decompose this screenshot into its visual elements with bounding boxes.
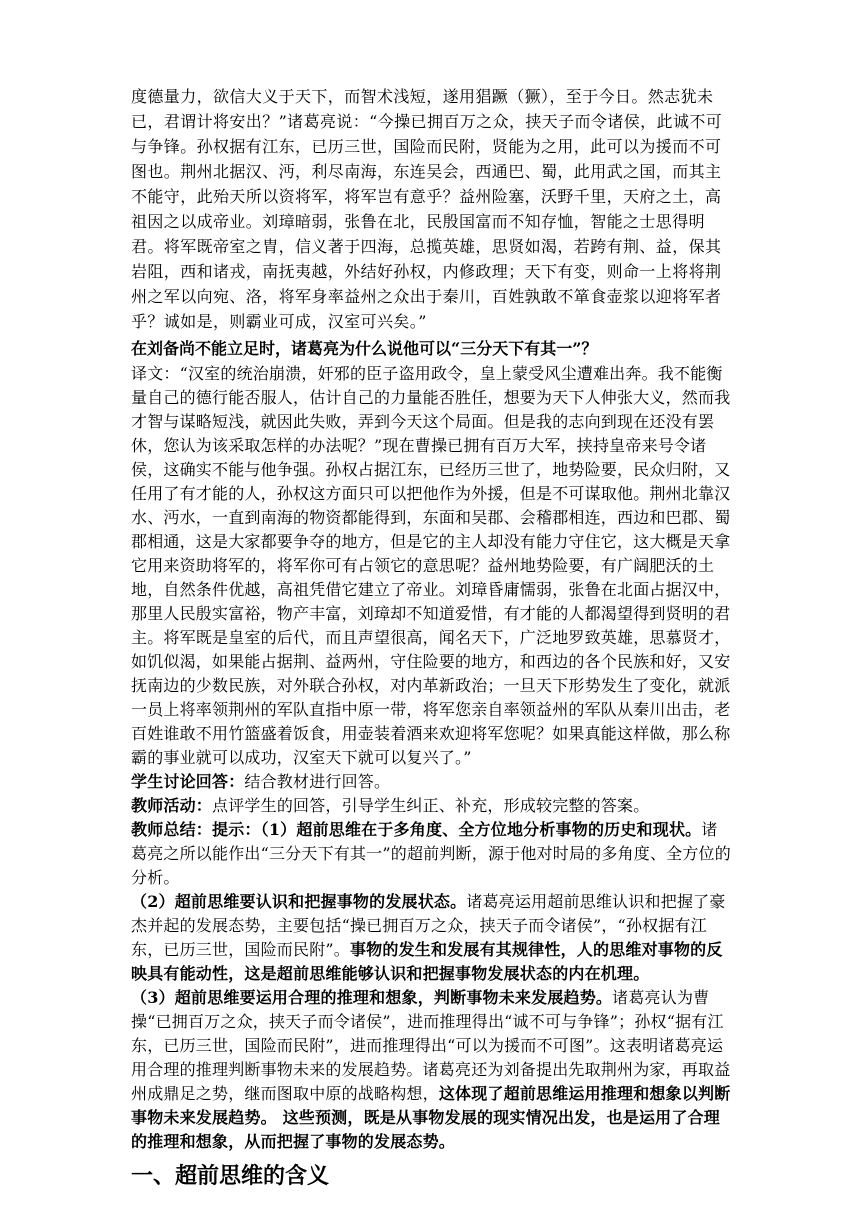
teacher-summary-point-1 <box>131 818 732 890</box>
point-3-text: 诸葛亮认为曹操“已拥百万之众，挟天子而令诸侯”，进而推理得出“诚不可与争锋”；孙权“据有江东，已历三世，国险而民附”，进而推理得出“可以为援而不可图”。这表明诸葛亮运用合理的推理判断事物未来的发展趋势。诸葛亮还为刘备提出先取荆州为家，再取益州成鼎足之势，继而图取中原的战略构想， <box>131 988 731 1103</box>
discussion-question: 在刘备尚不能立足时，诸葛亮为什么说他可以“三分天下有其一”？ <box>131 339 598 358</box>
teacher-activity-label: 教师活动： <box>131 796 213 815</box>
point-2-emphasis: 事物的发生和发展有其规律性，人的思维对事物的反映具有能动性，这是超前思维能够认识和把握事物发展状态的内在机理。 <box>131 940 723 983</box>
translation-block <box>131 362 732 770</box>
point-2-heading: （2）超前思维要认识和把握事物的发展状态。 <box>131 892 467 911</box>
point-2-text: 诸葛亮运用超前思维认识和把握了豪杰并起的发展态势，主要包括“操已拥百万之众，挟天子而令诸侯”，“孙权据有江东，已历三世，国险而民附”。 <box>131 892 726 959</box>
teacher-activity-text: 点评学生的回答，引导学生纠正、补充，形成较完整的答案。 <box>212 796 650 815</box>
point-3-emphasis: 这体现了超前思维运用推理和想象以判断事物未来发展趋势。 这些预测，既是从事物发展的现实情况出发，也是运用了合理的推理和想象，从而把握了事物的发展态势。 <box>131 1084 731 1151</box>
point-1-text: 诸葛亮之所以能作出“三分天下有其一”的超前判断，源于他对时局的多角度、全方位的分析。 <box>131 820 731 887</box>
point-1-heading: （1）超前思维在于多角度、全方位地分析事物的历史和现状。 <box>260 820 702 839</box>
teacher-summary-point-3 <box>131 986 732 1154</box>
lesson-activities <box>131 770 732 1154</box>
teacher-activity-line <box>131 794 732 818</box>
point-3-heading: （3）超前思维要运用合理的推理和想象，判断事物未来发展趋势。 <box>131 988 613 1007</box>
original-text-paragraph: 度德量力，欲信大义于天下，而智术浅短，遂用猖蹶（獗），至于今日。然志犹未已，君谓计将安出？”诸葛亮说：“今操已拥百万之众，挟天子而令诸侯，此诚不可与争锋。孙权据有江东，已历三世，国险而民附，贤能为之用，此可以为援而不可图也。荆州北据汉、沔，利尽南海，东连吴会，西通巴、蜀，此用武之国，而其主不能守，此殆天所以资将军，将军岂有意乎？益州险塞，沃野千里，天府之土，高祖因之以成帝业。刘璋暗弱，张鲁在北，民殷国富而不知存恤，智能之士思得明君。将军既帝室之胄，信义著于四海，总揽英雄，思贤如渴，若跨有荆、益，保其岩阻，西和诸戎，南抚夷越，外结好孙权，内修政理；天下有变，则命一上将将荆州之军以向宛、洛，将军身率益州之众出于秦川，百姓孰敢不箪食壶浆以迎将军者乎？诚如是，则霸业可成，汉室可兴矣。” <box>131 87 723 331</box>
summary-hint-label: 提示： <box>212 820 261 839</box>
teacher-summary-point-2 <box>131 890 732 986</box>
student-discussion-line <box>131 770 732 794</box>
teacher-summary-label: 教师总结： <box>131 820 213 839</box>
student-discussion-text: 结合教材进行回答。 <box>244 772 391 791</box>
original-text-block <box>131 84 732 334</box>
translation-paragraph: 译文：“汉室的统治崩溃，奸邪的臣子盗用政令，皇上蒙受风尘遭难出奔。我不能衡量自己的德行能否服人，估计自己的力量能否胜任，想要为天下人伸张大义，然而我才智与谋略短浅，就因此失败，弄到今天这个局面。但是我的志向到现在还没有罢休，您认为该采取怎样的办法呢？”现在曹操已拥有百万大军，挟持皇帝来号令诸侯，这确实不能与他争强。孙权占据江东，已经历三世了，地势险要，民众归附，又任用了有才能的人，孙权这方面只可以把他作为外援，但是不可谋取他。荆州北靠汉水、沔水，一直到南海的物资都能得到，东面和吴郡、会稽郡相连，西边和巴郡、蜀郡相通，这是大家都要争夺的地方，但是它的主人却没有能力守住它，这大概是天拿它用来资助将军的，将军你可有占领它的意思呢？益州地势险要，有广阔肥沃的土地，自然条件优越，高祖凭借它建立了帝业。刘璋昏庸懦弱，张鲁在北面占据汉中，那里人民殷实富裕，物产丰富，刘璋却不知道爱惜，有才能的人都渴望得到贤明的君主。将军既是皇室的后代，而且声望很高，闻名天下，广泛地罗致英雄，思慕贤才，如饥似渴，如果能占据荆、益两州，守住险要的地方，和西边的各个民族和好，又安抚南边的少数民族，对外联合孙权，对内革新政治；一旦天下形势发生了变化，就派一员上将率领荆州的军队直指中原一带，将军您亲自率领益州的军队从秦川出击，老百姓谁敢不用竹篮盛着饭食，用壶装着酒来欢迎将军您呢？如果真能这样做，那么称霸的事业就可以成功，汉室天下就可以复兴了。” <box>131 364 731 767</box>
section-heading: 一、超前思维的含义 <box>131 1164 330 1189</box>
student-discussion-label: 学生讨论回答： <box>131 772 245 791</box>
